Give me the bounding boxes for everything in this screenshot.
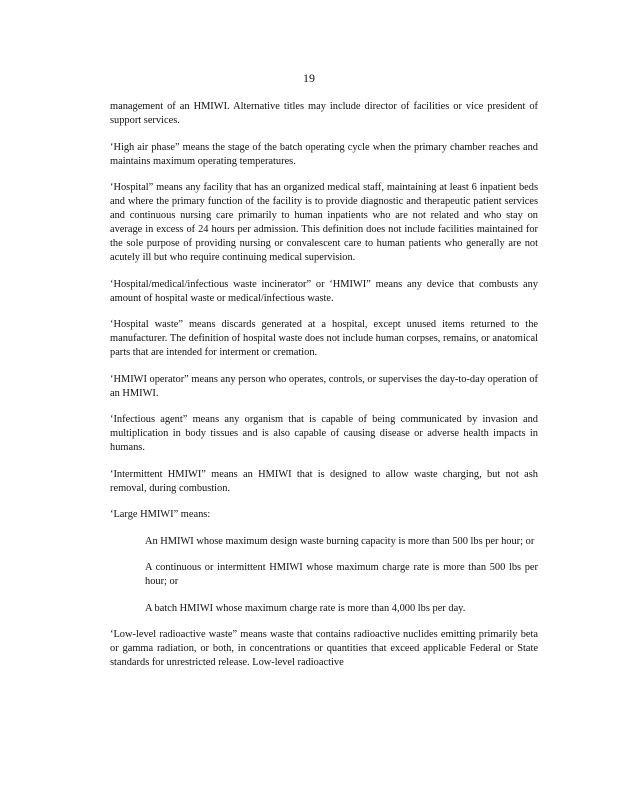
definition-high-air-phase: ‘High air phase” means the stage of the batch operating cycle when the primary chamber reaches and maintains maximum operating temperatures. [110, 141, 538, 167]
definition-hospital-waste: ‘Hospital waste” means discards generated at a hospital, except unused items returned to the manufacturer. The definition of hospital waste does not include human corpses, remains, or anatomical parts that are intended for interment or cremation. [110, 319, 538, 358]
definition-hmiwi: ‘Hospital/medical/infectious waste incinerator” or ‘HMIWI” means any device that combusts any amount of hospital waste or medical/infectious waste. [110, 278, 538, 304]
definition-hmiwi-operator: ‘HMIWI operator” means any person who operates, controls, or supervises the day-to-day operation of an HMIWI. [110, 373, 538, 399]
definition-infectious-agent: ‘Infectious agent” means any organism that is capable of being communicated by invasion and multiplication in body tissues and is also capable of causing disease or adverse health impacts in humans. [110, 414, 538, 453]
definition-low-level-radioactive-waste: ‘Low-level radioactive waste” means waste that contains radioactive nuclides emitting primarily beta or gamma radiation, or both, in concentrations or quantities that exceed applicable Federal or State standards for unrestricted release. Low-level radioactive [110, 629, 538, 668]
document-body [110, 100, 538, 683]
large-hmiwi-criterion: A batch HMIWI whose maximum charge rate is more than 4,000 lbs per day. [145, 602, 466, 614]
definition-large-hmiwi: ‘Large HMIWI” means: [110, 509, 211, 520]
page-number: 19 [303, 71, 315, 85]
large-hmiwi-criterion: An HMIWI whose maximum design waste burning capacity is more than 500 lbs per hour; or [145, 535, 535, 547]
definition-hospital: ‘Hospital” means any facility that has an organized medical staff, maintaining at least 6 inpatient beds and where the primary function of the facility is to provide diagnostic and therapeutic patient services and continuous nursing care primarily to human inpatients who are not related and who stay on average in excess of 24 hours per admission. This definition does not include facilities maintained for the sole purpose of providing nursing or convalescent care to human patients who generally are not acutely ill but who require continuing medical supervision. [110, 182, 538, 263]
definition-intermittent-hmiwi: ‘Intermittent HMIWI” means an HMIWI that is designed to allow waste charging, but not ash removal, during combustion. [110, 468, 538, 494]
large-hmiwi-criterion: A continuous or intermittent HMIWI whose maximum charge rate is more than 500 lbs per hour; or [145, 562, 538, 587]
paragraph-management: management of an HMIWI. Alternative titles may include director of facilities or vice president of support services. [110, 101, 538, 126]
